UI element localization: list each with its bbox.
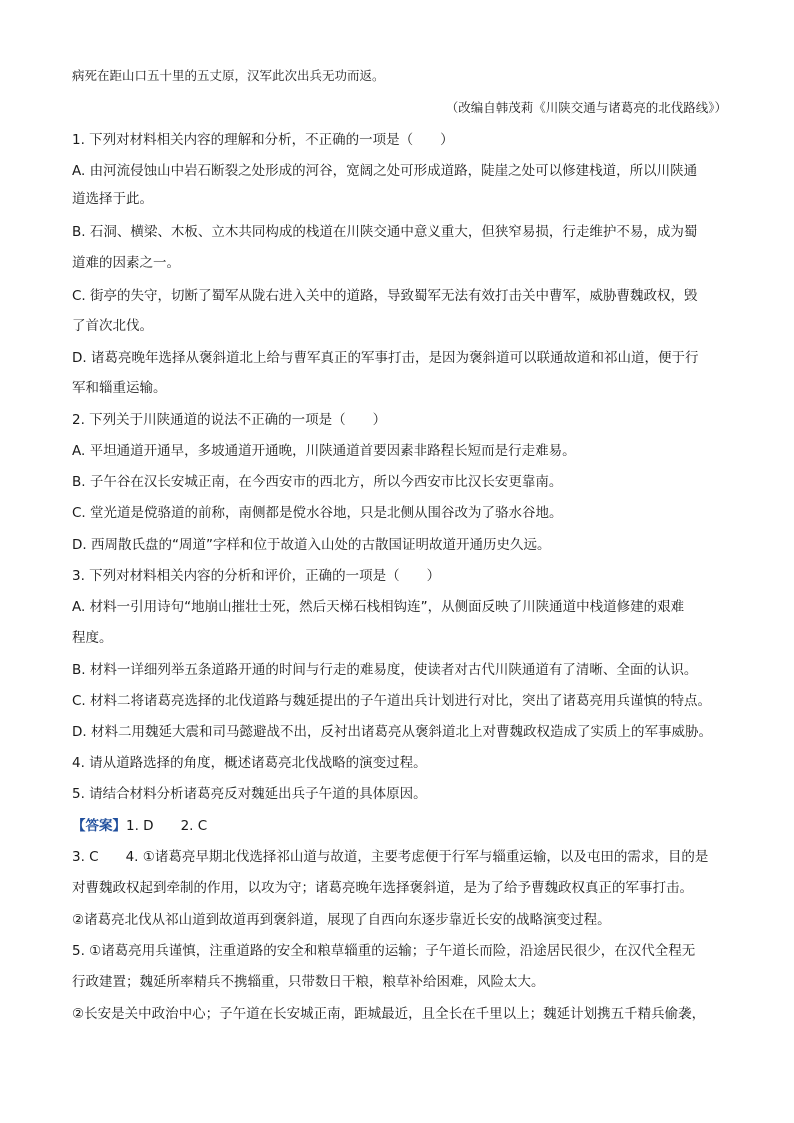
q2-option-d: D. 西周散氏盘的“周道”字样和位于故道入山处的古散国证明故道开通历史久远。 [72,537,551,553]
q3-option-b: B. 材料一详细列举五条道路开通的时间与行走的难易度，使读者对古代川陕通道有了清晰、全面的认识。 [72,662,698,678]
question-4-stem: 4. 请从道路选择的角度，概述诸葛亮北伐战略的演变过程。 [72,755,427,771]
passage-closing-line: 病死在距山口五十里的五丈原，汉军此次出兵无功而返。 [72,68,385,83]
question-5-stem: 5. 请结合材料分析诸葛亮反对魏延出兵子午道的具体原因。 [72,786,427,802]
q1-option-d-cont: 军和辎重运输。 [72,380,167,396]
answer-line-7: ②长安是关中政治中心；子午道在长安城正南，距城最近，且全长在千里以上；魏延计划携五千精兵偷袭， [72,1006,706,1022]
answer-label: 【答案】 [72,818,126,834]
answer-line-1 [72,816,732,836]
q1-option-b: B. 石洞、横梁、木板、立木共同构成的栈道在川陕交通中意义重大，但狭窄易损，行走维护不易，成为蜀 [72,224,698,240]
q2-option-b: B. 子午谷在汉长安城正南，在今西安市的西北方，所以今西安市比汉长安更靠南。 [72,474,563,490]
question-2-stem: 2. 下列关于川陕通道的说法不正确的一项是（ ） [72,412,387,428]
question-1-stem: 1. 下列对材料相关内容的理解和分析，不正确的一项是（ ） [72,132,454,148]
q3-option-a: A. 材料一引用诗句“地崩山摧壮士死，然后天梯石栈相钩连”，从侧面反映了川陕通道中栈道修建的艰难 [72,599,685,615]
answer-values-1-2: 1. D 2. C [126,818,208,834]
q1-option-c: C. 街亭的失守，切断了蜀军从陇右进入关中的道路，导致蜀军无法有效打击关中曹军，威胁曹魏政权，毁 [72,288,698,304]
q1-option-a-cont: 道选择于此。 [72,191,153,207]
answer-line-3: 对曹魏政权起到牵制的作用，以攻为守；诸葛亮晚年选择褒斜道，是为了给予曹魏政权真正的军事打击。 [72,880,693,896]
q1-option-a: A. 由河流侵蚀山中岩石断裂之处形成的河谷，宽阔之处可形成道路，陡崖之处可以修建栈道，所以川陕通 [72,163,698,179]
q2-option-a: A. 平坦通道开通早，多坡通道开通晚，川陕通道首要因素非路程长短而是行走难易。 [72,443,576,459]
q1-option-b-cont: 道难的因素之一。 [72,255,180,271]
answer-line-6: 行政建置；魏延所率精兵不携辎重，只带数日干粮，粮草补给困难，风险太大。 [72,974,545,990]
answer-line-2: 3. C 4. ①诸葛亮早期北伐选择祁山道与故道，主要考虑便于行军与辎重运输，以及屯田的需求，目的是 [72,849,709,865]
q1-option-d: D. 诸葛亮晚年选择从褒斜道北上给与曹军真正的军事打击，是因为褒斜道可以联通故道和祁山道，便于行 [72,350,699,366]
answer-line-4: ②诸葛亮北伐从祁山道到故道再到褒斜道，展现了自西向东逐步靠近长安的战略演变过程。 [72,912,611,928]
q3-option-c: C. 材料二将诸葛亮选择的北伐道路与魏延提出的子午道出兵计划进行对比，突出了诸葛亮用兵谨慎的特点。 [72,693,712,709]
q3-option-d: D. 材料二用魏延大震和司马懿避战不出，反衬出诸葛亮从褒斜道北上对曹魏政权造成了实质上的军事威胁。 [72,724,712,740]
q2-option-c: C. 堂光道是傥骆道的前称，南侧都是傥水谷地，只是北侧从围谷改为了骆水谷地。 [72,505,563,521]
question-3-stem: 3. 下列对材料相关内容的分析和评价，正确的一项是（ ） [72,568,441,584]
answer-line-5: 5. ①诸葛亮用兵谨慎，注重道路的安全和粮草辎重的运输；子午道长而险，沿途居民很少，在汉代全程无 [72,943,696,959]
q1-option-c-cont: 了首次北伐。 [72,318,153,334]
q3-option-a-cont: 程度。 [72,630,113,646]
source-citation: （改编自韩茂莉《川陕交通与诸葛亮的北伐路线》） [445,100,727,115]
